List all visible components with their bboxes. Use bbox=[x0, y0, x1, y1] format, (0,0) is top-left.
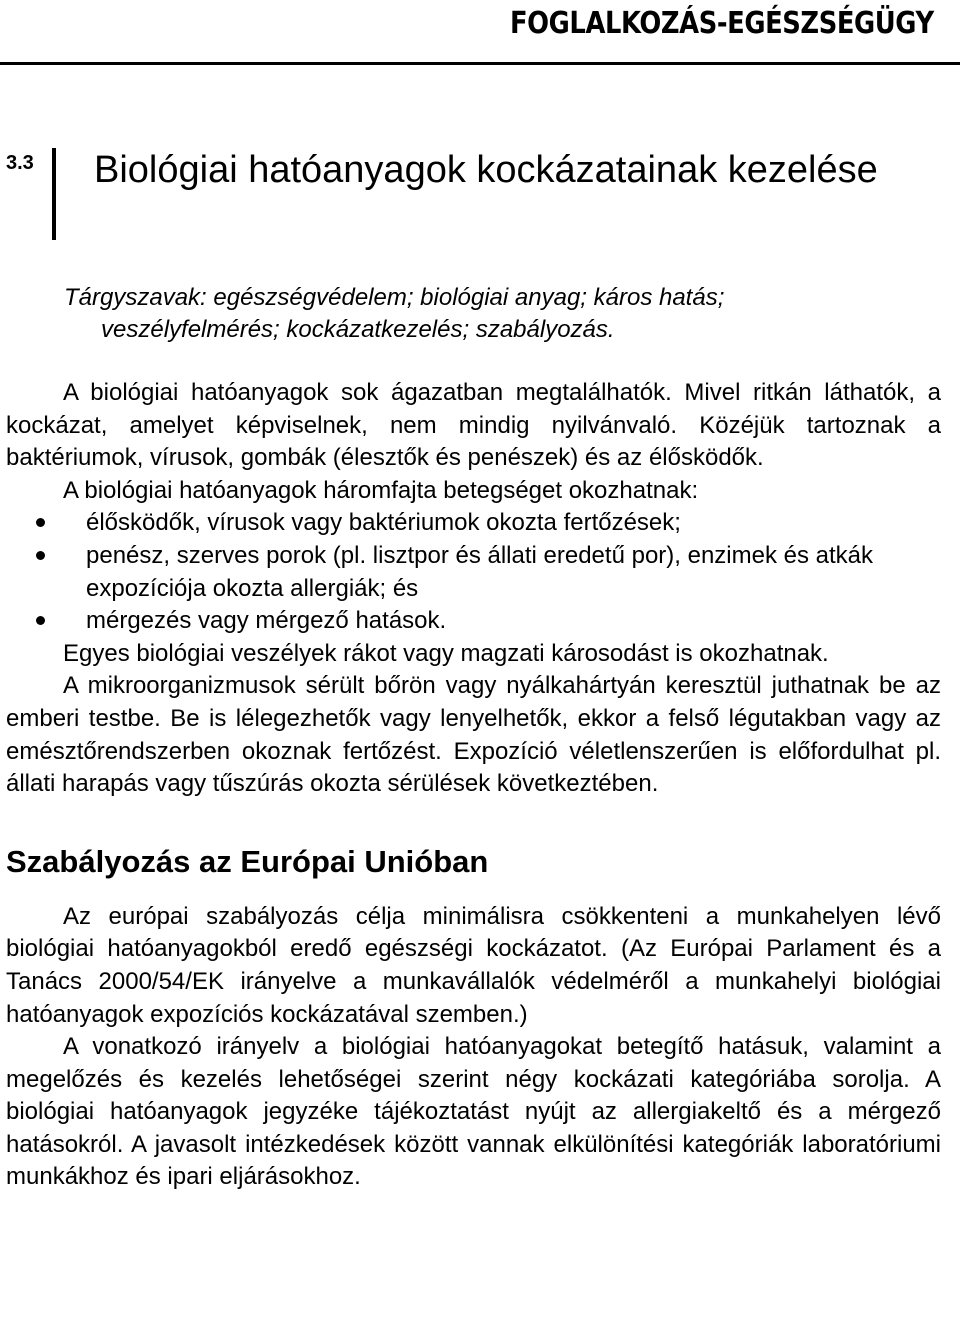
bullet-icon bbox=[36, 518, 45, 527]
keywords-line-2: veszélyfelmérés; kockázatkezelés; szabályozás. bbox=[101, 316, 615, 343]
paragraph-eu-goal: Az európai szabályozás célja minimálisra csökkenteni a munkahelyen lévő biológiai hatóanyagokból eredő egészségi kockázatot. (Az Európai Parlament és a Tanács 2000/54/EK irányelve a munkavállalók védelméről a munkahelyi biológiai hatóanyagok expozíciós kockázatával szemben.) bbox=[6, 902, 941, 1028]
list-item: mérgezés vagy mérgező hatások. bbox=[6, 605, 941, 638]
header-rule bbox=[0, 62, 960, 65]
paragraph-cancer: Egyes biológiai veszélyek rákot vagy magzati károsodást is okozhatnak. bbox=[63, 639, 829, 667]
page-header bbox=[0, 0, 960, 66]
article-body bbox=[6, 377, 941, 1194]
running-header-title: FOGLALKOZÁS-EGÉSZSÉGÜGY bbox=[510, 6, 934, 41]
section-title: Biológiai hatóanyagok kockázatainak kezelése bbox=[94, 149, 878, 191]
paragraph-intro: A biológiai hatóanyagok sok ágazatban megtalálhatók. Mivel ritkán láthatók, a kockázat, amelyet képviselnek, nem mindig nyilvánvaló. Közéjük tartoznak a baktériumok, vírusok, gombák (élesztők és penészek) és az élősködők. bbox=[6, 379, 941, 472]
list-item: élősködők, vírusok vagy baktériumok okozta fertőzések; bbox=[6, 507, 941, 540]
keywords bbox=[64, 282, 944, 346]
paragraph-diseases: A biológiai hatóanyagok háromfajta betegséget okozhatnak: bbox=[63, 476, 699, 504]
keywords-line-1: Tárgyszavak: egészségvédelem; biológiai anyag; káros hatás; bbox=[64, 284, 725, 311]
bullet-icon bbox=[36, 551, 45, 560]
paragraph-eu-directive: A vonatkozó irányelv a biológiai hatóanyagokat betegítő hatásuk, valamint a megelőzés és kezelés lehetőségei szerint négy kockázati kategóriába sorolja. A biológiai hatóanyagok jegyzéke tájékoztatást nyújt az allergiakeltő és a mérgező hatásokról. A javasolt intézkedések között vannak elkülönítési kategóriák laboratóriumi munkákhoz és ipari eljárásokhoz. bbox=[6, 1033, 941, 1191]
section-divider-bar bbox=[52, 148, 56, 240]
list-item: penész, szerves porok (pl. lisztpor és állati eredetű por), enzimek és atkák expozíciója okozta allergiák; és bbox=[6, 540, 941, 605]
section-number: 3.3 bbox=[6, 152, 34, 174]
paragraph-exposure: A mikroorganizmusok sérült bőrön vagy nyálkahártyán keresztül juthatnak be az emberi testbe. Be is lélegezhetők vagy lenyelhetők, ekkor a felső légutakban vagy az emésztőrendszerben okoznak fertőzést. Expozíció véletlenszerűen is előfordulhat pl. állati harapás vagy tűszúrás okozta sérülések következtében. bbox=[6, 672, 941, 798]
disease-list bbox=[6, 507, 941, 637]
bullet-icon bbox=[36, 616, 45, 625]
eu-regulation-heading: Szabályozás az Európai Unióban bbox=[6, 843, 489, 879]
